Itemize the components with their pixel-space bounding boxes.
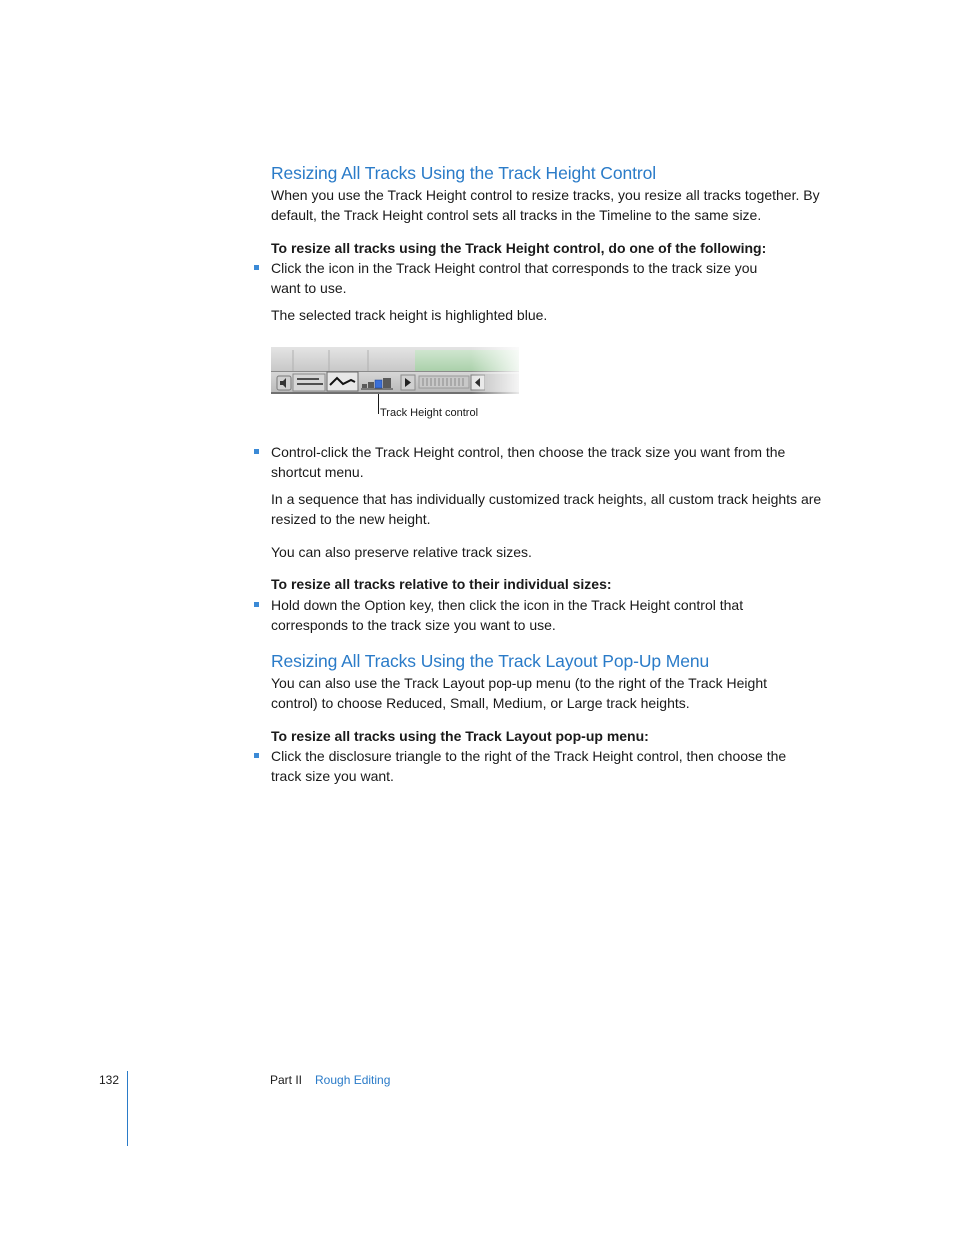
note-text: In a sequence that has individually customized track heights, all custom track heights are resized to the new height. xyxy=(271,491,822,527)
disclosure-triangle-icon xyxy=(401,375,415,390)
bullet-text: Control-click the Track Height control, then choose the track size you want from the shortcut menu. xyxy=(271,444,786,480)
instruction-heading: To resize all tracks using the Track Layout pop-up menu: xyxy=(271,728,649,744)
page-number: 132 xyxy=(99,1073,120,1087)
section-heading-track-layout: Resizing All Tracks Using the Track Layout Pop-Up Menu xyxy=(271,651,710,671)
keyframe-icon xyxy=(327,372,358,391)
preserve-note: You can also preserve relative track sizes. xyxy=(271,544,532,560)
callout-line xyxy=(378,394,379,414)
bullet-text: Hold down the Option key, then click the icon in the Track Height control that corresponds to the track size you want to use. xyxy=(271,597,744,633)
footer-chapter: Rough Editing xyxy=(315,1073,391,1087)
bullet-marker xyxy=(254,753,259,758)
instruction-heading: To resize all tracks relative to their individual sizes: xyxy=(271,576,612,592)
track-height-figure xyxy=(271,347,519,394)
section-heading-track-height: Resizing All Tracks Using the Track Height Control xyxy=(271,163,657,183)
lines-icon xyxy=(293,374,325,391)
bullet-text: Click the disclosure triangle to the right of the Track Height control, then choose the track size you want. xyxy=(271,748,787,784)
section-intro: You can also use the Track Layout pop-up menu (to the right of the Track Height control) to choose Reduced, Small, Medium, or Large track heights. xyxy=(271,675,768,711)
bullet-text: Click the icon in the Track Height control that corresponds to the track size you want to use. xyxy=(271,260,758,296)
result-text: The selected track height is highlighted blue. xyxy=(271,307,548,323)
footer-part: Part II xyxy=(270,1073,303,1087)
figure-caption: Track Height control xyxy=(380,407,479,419)
instruction-heading: To resize all tracks using the Track Height control, do one of the following: xyxy=(271,240,767,256)
bullet-marker xyxy=(254,265,259,270)
section-intro: When you use the Track Height control to resize tracks, you resize all tracks together. By default, the Track Height control sets all tracks in the Timeline to the same size. xyxy=(271,187,820,223)
speaker-icon xyxy=(277,376,291,390)
bullet-marker xyxy=(254,602,259,607)
footer-divider xyxy=(127,1071,128,1146)
bullet-marker xyxy=(254,449,259,454)
zoom-slider xyxy=(419,376,469,388)
